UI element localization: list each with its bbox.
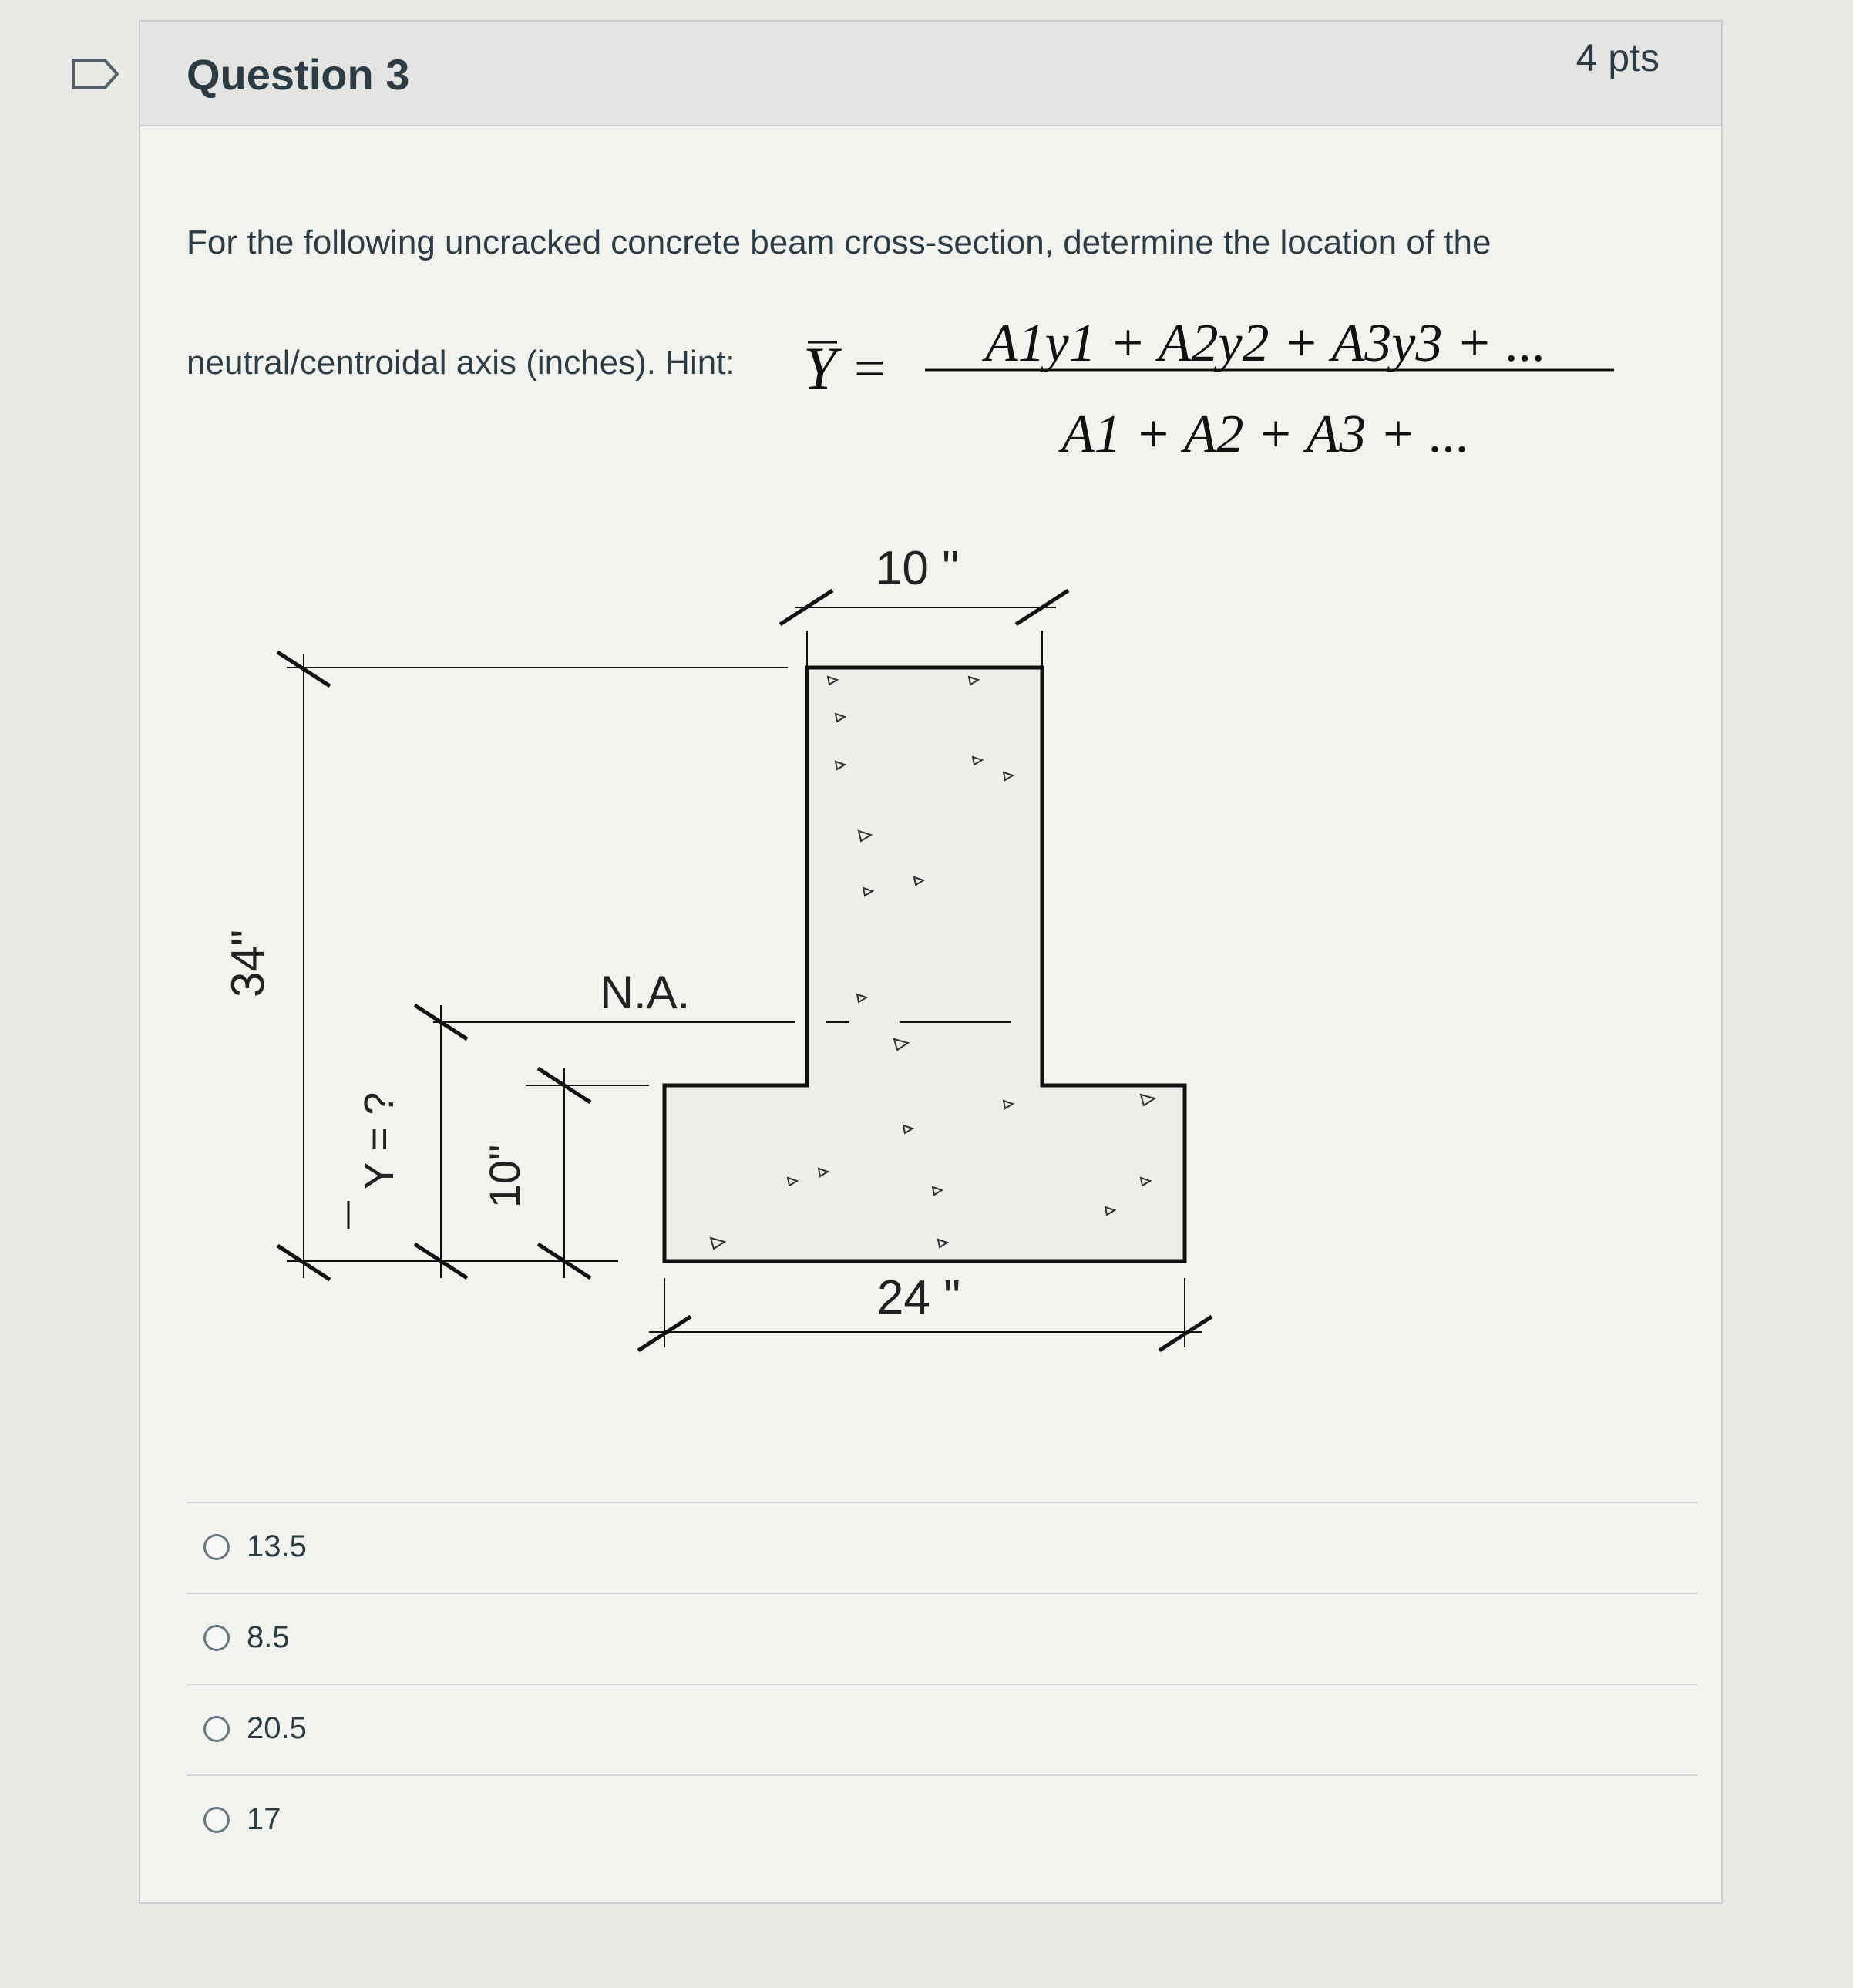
formula-denominator: A1 + A2 + A3 + ... — [1061, 405, 1470, 464]
question-card — [139, 20, 1723, 1904]
question-points: 4 pts — [1576, 36, 1660, 79]
neutral-axis-label: N.A. — [600, 967, 691, 1018]
bottom-width-label: 24 " — [876, 1271, 961, 1324]
formula-numerator: A1y1 + A2y2 + A3y3 + ... — [984, 314, 1547, 373]
answer-radio[interactable] — [203, 1716, 230, 1742]
answer-label: 17 — [247, 1802, 281, 1836]
formula-lhs: Y — [803, 335, 837, 402]
answer-radio[interactable] — [203, 1625, 230, 1651]
centroid-formula — [803, 284, 1620, 484]
answer-choices — [187, 1502, 1697, 1865]
answer-option[interactable] — [187, 1774, 1697, 1865]
answer-option[interactable] — [187, 1593, 1697, 1684]
answer-radio[interactable] — [203, 1807, 230, 1833]
answer-option[interactable] — [187, 1684, 1697, 1774]
flange-height-label: 10" — [480, 1144, 529, 1209]
question-text-line-2: neutral/centroidal axis (inches). Hint: — [187, 344, 735, 382]
total-height-label: 34" — [222, 929, 274, 998]
answer-label: 13.5 — [247, 1529, 307, 1563]
ybar-label: Y = ? — [356, 1092, 402, 1190]
t-section-outline — [664, 668, 1185, 1261]
formula-equals: = — [854, 338, 886, 399]
top-width-label: 10 " — [875, 542, 960, 595]
answer-label: 8.5 — [247, 1620, 290, 1654]
answer-label: 20.5 — [247, 1711, 307, 1745]
flag-question-icon[interactable] — [71, 57, 120, 91]
answer-radio[interactable] — [203, 1534, 230, 1560]
answer-option[interactable] — [187, 1502, 1697, 1593]
beam-cross-section-figure — [187, 515, 1389, 1425]
question-header — [140, 22, 1721, 126]
question-text-line-1: For the following uncracked concrete beam cross-section, determine the location of the — [187, 224, 1491, 261]
question-title: Question 3 — [187, 50, 410, 99]
